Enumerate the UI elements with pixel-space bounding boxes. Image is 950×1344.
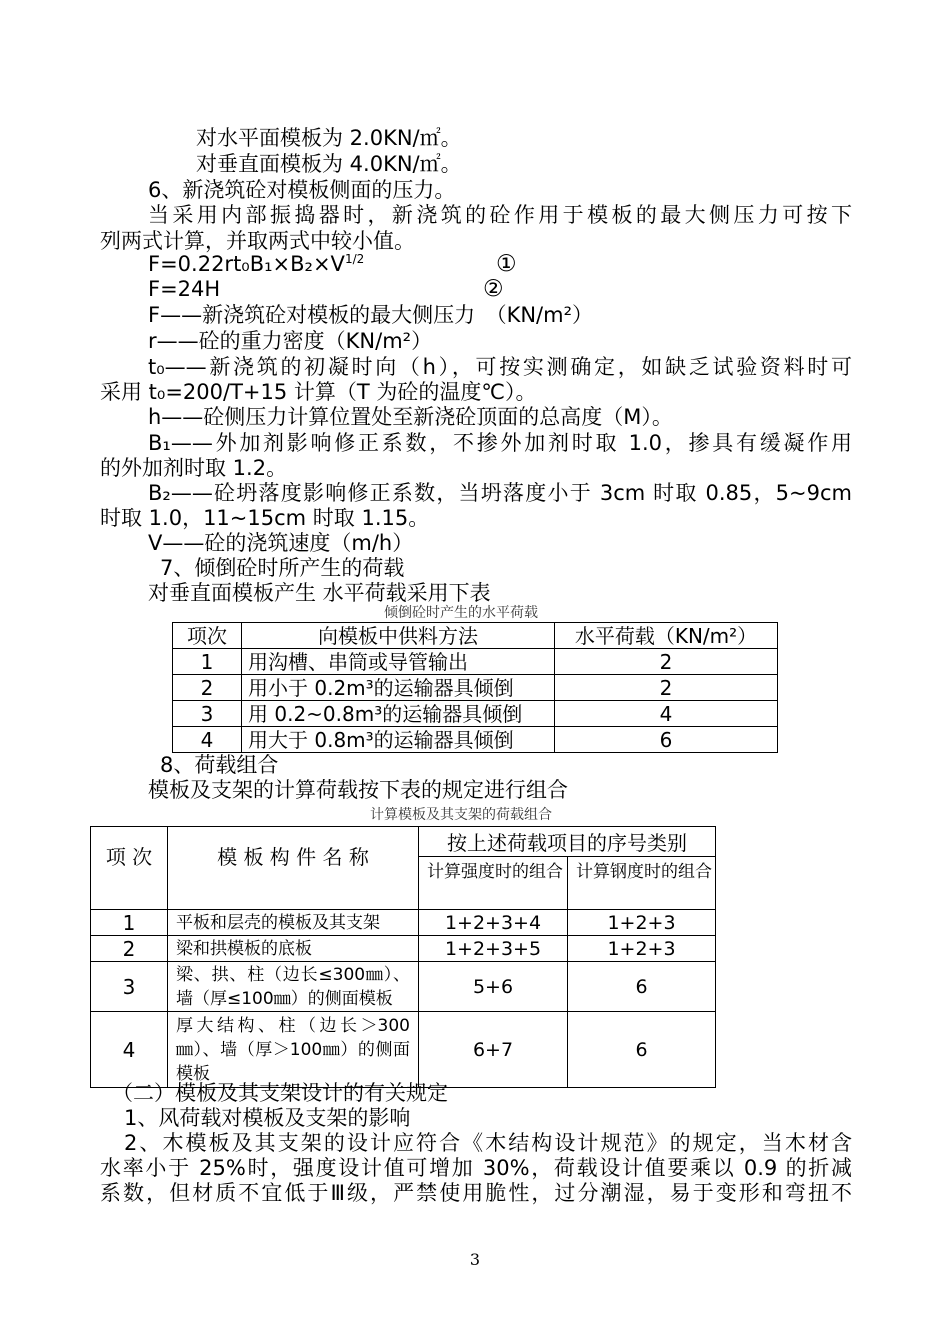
table-row xyxy=(173,701,778,727)
table-cell: 梁、拱、柱（边长≤300㎜）、墙（厚≤100㎜）的侧面模板 xyxy=(168,962,419,1012)
text-line: 水率小于 25%时，强度设计值可增加 30%，荷载设计值要乘以 0.9 的折减 xyxy=(100,1156,852,1180)
table-header-cell: 向模板中供料方法 xyxy=(242,623,555,649)
table-cell: 1+2+3+5 xyxy=(419,936,568,962)
definition-B1-cont: 的外加剂时取 1.2。 xyxy=(100,456,288,480)
table-cell: 梁和拱模板的底板 xyxy=(168,936,419,962)
table-row xyxy=(91,910,716,936)
definition-r: r——砼的重力密度（KN/m²） xyxy=(148,329,433,353)
formula-1-marker: ① xyxy=(496,251,517,277)
table-cell: 1+2+3 xyxy=(568,936,716,962)
table-cell: 2 xyxy=(555,649,778,675)
definition-V: V——砼的浇筑速度（m/h） xyxy=(148,531,414,555)
text-line: 模板及支架的计算荷载按下表的规定进行组合 xyxy=(148,778,568,802)
table-row xyxy=(173,675,778,701)
section-heading-6: 6、新浇筑砼对模板侧面的压力。 xyxy=(148,178,456,202)
table-cell: 用大于 0.8m³的运输器具倾倒 xyxy=(242,727,555,753)
section-heading-2: （二）模板及其支架设计的有关规定 xyxy=(112,1081,448,1105)
table-header-cell: 计算钢度时的组合 xyxy=(568,857,716,910)
table-cell: 1 xyxy=(173,649,242,675)
table-1-caption: 倾倒砼时产生的水平荷载 xyxy=(384,605,538,621)
definition-t0: t₀——新浇筑的初凝时向（h），可按实测确定，如缺乏试验资料时可 xyxy=(148,355,852,379)
table-row xyxy=(91,1012,716,1088)
table-cell: 用小于 0.2m³的运输器具倾倒 xyxy=(242,675,555,701)
definition-h: h——砼侧压力计算位置处至新浇砼顶面的总高度（M）。 xyxy=(148,405,673,429)
table-cell: 2 xyxy=(555,675,778,701)
table-header-cell: 项次 xyxy=(173,623,242,649)
table-header-row xyxy=(91,827,716,857)
table-cell: 4 xyxy=(173,727,242,753)
text-line: 系数，但材质不宜低于Ⅲ级，严禁使用脆性，过分潮湿，易于变形和弯扭不 xyxy=(100,1181,852,1205)
table-cell: 3 xyxy=(91,962,168,1012)
horizontal-load-table xyxy=(172,622,778,753)
text-line: 2、木模板及其支架的设计应符合《木结构设计规范》的规定，当木材含 xyxy=(124,1131,852,1155)
table-header-cell: 项 次 xyxy=(91,827,168,910)
table-cell: 3 xyxy=(173,701,242,727)
section-heading-7: 7、倾倒砼时所产生的荷载 xyxy=(160,556,405,580)
page-number: 3 xyxy=(469,1250,481,1269)
table-row xyxy=(173,649,778,675)
formula-1 xyxy=(148,251,364,277)
table-cell: 平板和层壳的模板及其支架 xyxy=(168,910,419,936)
table-cell: 4 xyxy=(555,701,778,727)
table-cell: 1+2+3+4 xyxy=(419,910,568,936)
table-cell: 6 xyxy=(568,962,716,1012)
text-line: 1、风荷载对模板及支架的影响 xyxy=(124,1106,411,1130)
text-line: 列两式计算，并取两式中较小值。 xyxy=(100,229,415,253)
table-cell: 6+7 xyxy=(419,1012,568,1088)
table-cell: 2 xyxy=(91,936,168,962)
definition-B2: B₂——砼坍落度影响修正系数，当坍落度小于 3cm 时取 0.85，5~9cm xyxy=(148,481,852,505)
table-cell: 6 xyxy=(555,727,778,753)
definition-B2-cont: 时取 1.0，11~15cm 时取 1.15。 xyxy=(100,506,430,530)
text-line: 对垂直面模板产生 水平荷载采用下表 xyxy=(148,581,491,605)
table-cell: 4 xyxy=(91,1012,168,1088)
table-header-cell: 水平荷载（KN/m²） xyxy=(555,623,778,649)
table-header-cell: 模 板 构 件 名 称 xyxy=(168,827,419,910)
definition-t0-cont: 采用 t₀=200/T+15 计算（T 为砼的温度℃）。 xyxy=(100,380,537,404)
definition-F: F——新浇筑砼对模板的最大侧压力 （KN/m²） xyxy=(148,303,594,327)
table-row xyxy=(173,727,778,753)
table-header-row xyxy=(173,623,778,649)
load-combination-table xyxy=(90,826,716,1088)
table-row xyxy=(91,962,716,1012)
formula-2-marker: ② xyxy=(483,276,504,302)
formula-1-exponent: 1/2 xyxy=(344,252,365,266)
table-header-cell: 计算强度时的组合 xyxy=(419,857,568,910)
text-line: 当采用内部振捣器时，新浇筑的砼作用于模板的最大侧压力可按下 xyxy=(148,203,852,227)
table-cell: 1 xyxy=(91,910,168,936)
table-cell: 用 0.2~0.8m³的运输器具倾倒 xyxy=(242,701,555,727)
table-cell: 1+2+3 xyxy=(568,910,716,936)
text-line: 对水平面模板为 2.0KN/㎡。 xyxy=(196,126,462,150)
table-2-caption: 计算模板及其支架的荷载组合 xyxy=(370,807,552,823)
table-cell: 5+6 xyxy=(419,962,568,1012)
table-cell: 6 xyxy=(568,1012,716,1088)
definition-B1: B₁——外加剂影响修正系数，不掺外加剂时取 1.0，掺具有缓凝作用 xyxy=(148,431,852,455)
table-row xyxy=(91,936,716,962)
table-cell: 2 xyxy=(173,675,242,701)
table-cell: 用沟槽、串筒或导管输出 xyxy=(242,649,555,675)
table-cell: 厚大结构、柱（边长＞300㎜）、墙（厚＞100㎜）的侧面模板 xyxy=(168,1012,419,1088)
formula-1-text: F=0.22rt₀B₁×B₂×V xyxy=(148,252,345,276)
table-header-cell: 按上述荷载项目的序号类别 xyxy=(419,827,716,857)
formula-2: F=24H xyxy=(148,277,221,301)
text-line: 对垂直面模板为 4.0KN/㎡。 xyxy=(196,152,462,176)
section-heading-8: 8、荷载组合 xyxy=(160,753,279,777)
